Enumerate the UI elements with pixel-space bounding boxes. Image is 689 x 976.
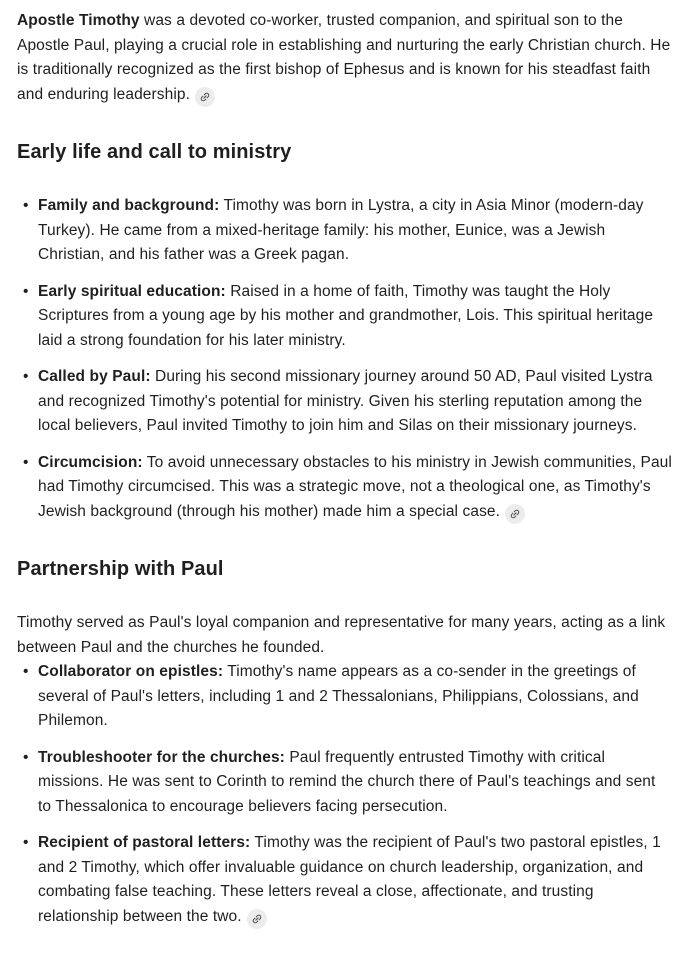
list-item xyxy=(17,451,672,525)
intro-lead: Apostle Timothy xyxy=(17,12,140,29)
early-life-bullet-list xyxy=(17,194,672,524)
list-item xyxy=(17,660,672,734)
bullet-text: To avoid unnecessary obstacles to his ministry in Jewish communities, Paul had Timothy circumcised. This was a strategic move, not a theological one, as Timothy's Jewish background (through his mother) made him a special case. xyxy=(38,453,672,520)
intro-text: was a devoted co-worker, trusted companion, and spiritual son to the Apostle Paul, playing a crucial role in establishing and nurturing the early Christian church. He is traditionally recognized as the first bishop of Ephesus and is known for his steadfast faith and enduring leadership. xyxy=(17,12,671,103)
bullet-text: Raised in a home of faith, Timothy was taught the Holy Scriptures from a young age by his mother and grandmother, Lois. This spiritual heritage laid a strong foundation for his later ministry. xyxy=(38,282,654,349)
bullet-label: Collaborator on epistles: xyxy=(38,663,224,680)
bullet-label: Called by Paul: xyxy=(38,368,151,385)
list-item xyxy=(17,280,672,354)
bullet-label: Early spiritual education: xyxy=(38,282,226,300)
bullet-label: Circumcision: xyxy=(38,453,143,471)
partnership-bullet-list xyxy=(17,660,672,929)
citation-link-chip[interactable] xyxy=(505,504,525,524)
link-icon xyxy=(507,505,524,522)
section-heading-early-life: Early life and call to ministry xyxy=(17,141,292,163)
bullet-label: Family and background: xyxy=(38,197,220,214)
list-item xyxy=(17,746,672,820)
bullet-text: Timothy's name appears as a co-sender in the greetings of several of Paul's letters, including 1 and 2 Thessalonians, Philippians, Colossians, and Philemon. xyxy=(38,663,639,729)
list-item xyxy=(17,365,672,439)
bullet-label: Troubleshooter for the churches: xyxy=(38,748,285,766)
link-icon xyxy=(197,88,214,105)
partnership-paragraph: Timothy served as Paul's loyal companion and representative for many years, acting as a link between Paul and the churches he founded. xyxy=(17,614,666,656)
bullet-text: Timothy was the recipient of Paul's two pastoral epistles, 1 and 2 Timothy, which offer invaluable guidance on church leadership, organization, and combating false teaching. These letters reveal a close, affectionate, and trusting relationship between the two. xyxy=(38,834,661,925)
bullet-label: Recipient of pastoral letters: xyxy=(38,834,251,851)
citation-link-chip[interactable] xyxy=(247,909,267,929)
bullet-text: Timothy was born in Lystra, a city in Asia Minor (modern-day Turkey). He came from a mixed-heritage family: his mother, Eunice, was a Jewish Christian, and his father was a Greek pagan. xyxy=(38,197,644,263)
link-icon xyxy=(248,910,265,927)
intro-paragraph xyxy=(17,9,672,107)
bullet-text: During his second missionary journey around 50 AD, Paul visited Lystra and recognized Timothy's potential for ministry. Given his sterling reputation among the local believers, Paul invited Timothy to join him and Silas on their missionary journeys. xyxy=(38,368,653,434)
section-heading-partnership: Partnership with Paul xyxy=(17,558,224,580)
citation-link-chip[interactable] xyxy=(195,87,215,107)
bullet-text: Paul frequently entrusted Timothy with critical missions. He was sent to Corinth to remind the church there of Paul's teachings and sent to Thessalonica to encourage believers facing persecution. xyxy=(38,748,656,815)
list-item xyxy=(17,831,672,929)
list-item xyxy=(17,194,672,268)
